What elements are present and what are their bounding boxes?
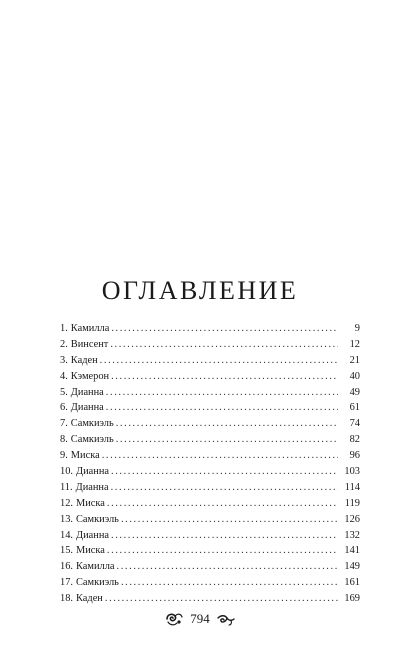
toc-leader-dots: [121, 512, 338, 528]
toc-entry-page: 103: [344, 466, 360, 478]
toc-entry-name: Дианна: [70, 386, 104, 398]
toc-entry-name: Самкиэль: [76, 577, 119, 589]
toc-entry: [60, 496, 360, 512]
toc-entry-number: 4.: [60, 370, 68, 382]
toc-leader-dots: [105, 591, 338, 607]
toc-leader-dots: [106, 400, 338, 416]
toc-leader-dots: [107, 496, 338, 512]
toc-entry-page: 126: [344, 513, 360, 525]
toc-entry: [60, 528, 360, 544]
toc-entry-name: Дианна: [70, 402, 104, 414]
toc-entry-name: Миска: [70, 450, 100, 462]
toc-entry-page: 61: [349, 402, 360, 414]
toc-entry: [60, 559, 360, 575]
toc-entry: [60, 385, 360, 401]
toc-entry-number: 16.: [60, 561, 73, 573]
toc-entry-name: Дианна: [76, 466, 109, 478]
toc-entry: [60, 480, 360, 496]
toc-leader-dots: [107, 543, 338, 559]
toc-entry-page: 82: [349, 434, 360, 446]
toc-entry: [60, 321, 360, 337]
page-number: 794: [190, 611, 210, 626]
toc-leader-dots: [111, 369, 338, 385]
toc-entry: [60, 512, 360, 528]
toc-entry-page: 149: [344, 561, 360, 573]
toc-entry-name: Каден: [76, 593, 103, 605]
toc-leader-dots: [110, 337, 338, 353]
toc-entry-number: 15.: [60, 545, 73, 557]
toc-entry: [60, 432, 360, 448]
toc-entry: [60, 591, 360, 607]
toc-entry-number: 10.: [60, 466, 73, 478]
toc-entry-number: 9.: [60, 450, 68, 462]
toc-entry-page: 96: [349, 450, 360, 462]
toc-leader-dots: [116, 416, 338, 432]
toc-entry-number: 2.: [60, 338, 68, 350]
toc-leader-dots: [111, 480, 338, 496]
toc-entry-number: 11.: [60, 481, 73, 493]
toc-leader-dots: [102, 448, 338, 464]
toc-entry-page: 12: [349, 338, 360, 350]
toc-entry-number: 7.: [60, 418, 68, 430]
toc-entry-number: 3.: [60, 354, 68, 366]
toc-entry-page: 74: [349, 418, 360, 430]
toc-leader-dots: [106, 385, 338, 401]
toc-leader-dots: [100, 353, 338, 369]
toc-entry-number: 8.: [60, 434, 68, 446]
toc-entry: [60, 543, 360, 559]
toc-entry-number: 17.: [60, 577, 73, 589]
toc-leader-dots: [111, 464, 338, 480]
toc-leader-dots: [111, 528, 338, 544]
page-footer: [0, 609, 400, 629]
toc-entry-page: 114: [344, 481, 360, 493]
toc-leader-dots: [111, 321, 338, 337]
toc-entry: [60, 575, 360, 591]
toc-entry-number: 18.: [60, 593, 73, 605]
toc-entry-page: 21: [349, 354, 360, 366]
toc-leader-dots: [117, 559, 338, 575]
toc-leader-dots: [121, 575, 338, 591]
toc-entry-name: Дианна: [75, 481, 109, 493]
toc-entry-page: 161: [344, 577, 360, 589]
toc-entry: [60, 353, 360, 369]
toc-entry-number: 14.: [60, 529, 73, 541]
toc-entry-page: 169: [344, 593, 360, 605]
toc-entry-number: 13.: [60, 513, 73, 525]
toc-entry-name: Кэмерон: [70, 370, 110, 382]
toc-entry: [60, 464, 360, 480]
toc-entry-name: Самкиэль: [70, 418, 114, 430]
toc-entry: [60, 400, 360, 416]
toc-entry-page: 132: [344, 529, 360, 541]
toc-entry: [60, 337, 360, 353]
toc-entry-page: 141: [344, 545, 360, 557]
toc-leader-dots: [116, 432, 338, 448]
toc-entry-name: Каден: [70, 354, 98, 366]
toc-entry-page: 9: [354, 323, 360, 334]
toc-entry-name: Миска: [76, 497, 105, 509]
toc-entry-page: 119: [344, 497, 360, 509]
toc-entry-page: 40: [349, 370, 360, 382]
toc-entry-name: Самкиэль: [70, 434, 114, 446]
toc-entry-name: Камилла: [70, 323, 110, 334]
flourish-left-icon: [164, 610, 184, 628]
toc-entry-name: Самкиэль: [76, 513, 119, 525]
toc-entry-name: Винсент: [70, 338, 109, 350]
toc-entry-number: 1.: [60, 323, 68, 334]
toc-entry-name: Дианна: [76, 529, 109, 541]
toc-title: ОГЛАВЛЕНИЕ: [101, 276, 299, 305]
toc-entry: [60, 369, 360, 385]
toc-list: [60, 321, 360, 607]
flourish-right-icon: [216, 610, 236, 628]
toc-entry-name: Миска: [76, 545, 105, 557]
toc-entry-page: 49: [349, 386, 360, 398]
toc-entry-number: 5.: [60, 386, 68, 398]
toc-entry: [60, 416, 360, 432]
toc-entry-name: Камилла: [76, 561, 115, 573]
toc-entry: [60, 448, 360, 464]
toc-entry-number: 12.: [60, 497, 73, 509]
toc-entry-number: 6.: [60, 402, 68, 414]
